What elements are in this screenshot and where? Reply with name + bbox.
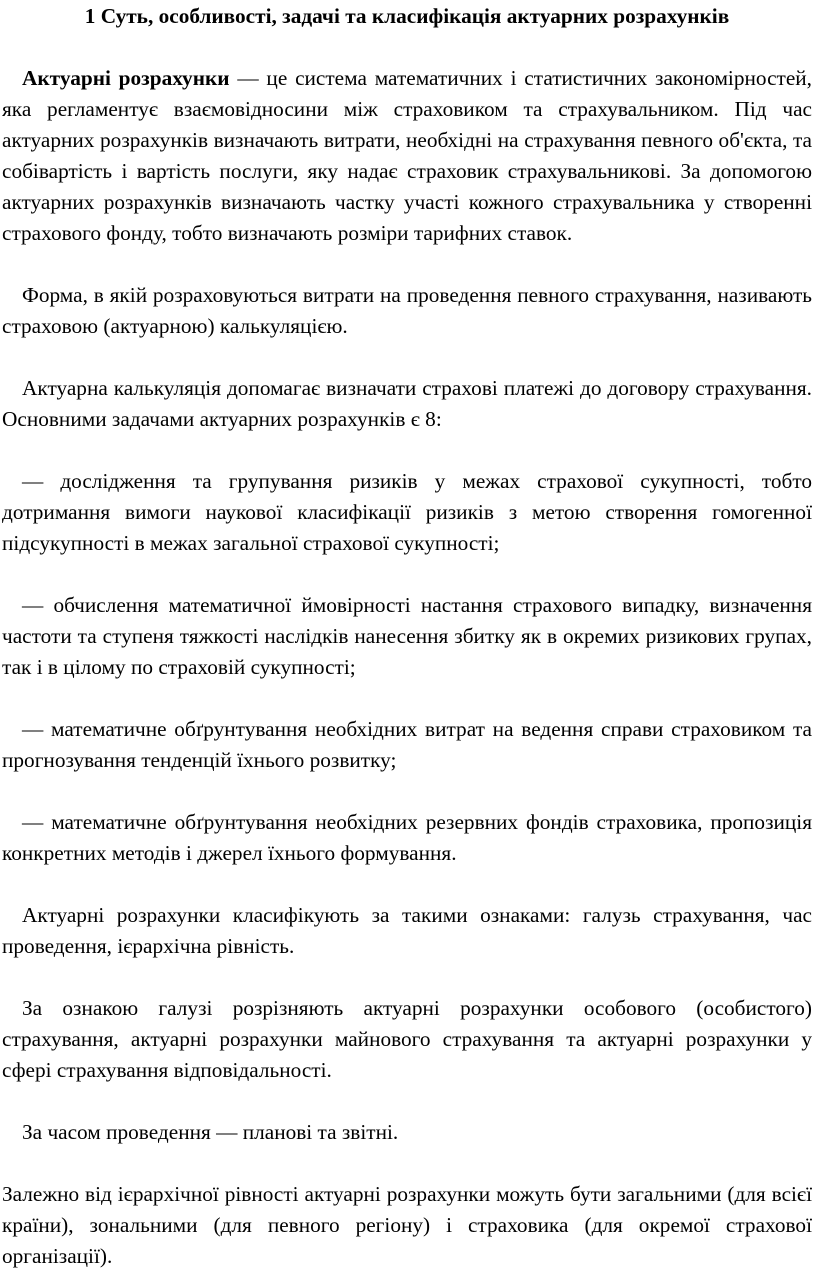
spacer (2, 962, 812, 993)
paragraph-by-time: За часом проведення — планові та звітні. (22, 1120, 399, 1144)
spacer (2, 559, 812, 590)
paragraph-by-hierarchy: Залежно від ієрархічної рівності актуарні розрахунки можуть бути загальними (для всієї країни), зональними (для певного регіону) і страховика (для окремої страхової організації). (2, 1182, 812, 1268)
spacer (2, 342, 812, 373)
spacer (2, 776, 812, 807)
list-item-task-1: — дослідження та групування ризиків у межах страхової сукупності, тобто дотримання вимоги наукової класифікації ризиків з метою створення гомогенної підсукупності в межах загальної страхової сукупності; (2, 469, 812, 555)
list-item-task-4: — математичне обґрунтування необхідних резервних фондів страховика, пропозиція конкретних методів і джерел їхнього формування. (2, 810, 812, 865)
spacer (2, 1086, 812, 1117)
paragraph-definition (2, 63, 812, 249)
definition-text: — це система математичних і статистичних закономірностей, яка регламентує взаємовідносини між страховиком та страхувальником. Під час актуарних розрахунків визначають витрати, необхідні на страхування певного об'єкта, та собівартість і вартість послуги, яку надає страховик страхувальникові. За допомогою актуарних розрахунків визначають частку участі кожного страхувальника у створенні страхового фонду, тобто визначають розміри тарифних ставок. (2, 66, 813, 245)
spacer (2, 32, 812, 63)
spacer (2, 683, 812, 714)
defined-term: Актуарні розрахунки (22, 66, 230, 90)
spacer (2, 869, 812, 900)
spacer (2, 249, 812, 280)
section-heading: 1 Суть, особливості, задачі та класифікація актуарних розрахунків (84, 4, 730, 28)
paragraph-classification: Актуарні розрахунки класифікують за такими ознаками: галузь страхування, час проведення, ієрархічна рівність. (2, 903, 812, 958)
list-item-task-2: — обчислення математичної ймовірності настання страхового випадку, визначення частоти та ступеня тяжкості наслідків нанесення збитку як в окремих ризикових групах, так і в цілому по страховій сукупності; (2, 593, 812, 679)
paragraph-tasks-intro: Актуарна калькуляція допомагає визначати страхові платежі до договору страхування. Основними задачами актуарних розрахунків є 8: (2, 376, 812, 431)
list-item-task-3: — математичне обґрунтування необхідних витрат на ведення справи страховиком та прогнозування тенденцій їхнього розвитку; (2, 717, 812, 772)
spacer (2, 1148, 812, 1179)
paragraph-by-branch: За ознакою галузі розрізняють актуарні розрахунки особового (особистого) страхування, актуарні розрахунки майнового страхування та актуарні розрахунки у сфері страхування відповідальності. (2, 996, 812, 1082)
paragraph-calculation-form: Форма, в якій розраховуються витрати на проведення певного страхування, називають страховою (актуарною) калькуляцією. (2, 283, 812, 338)
spacer (2, 435, 812, 466)
